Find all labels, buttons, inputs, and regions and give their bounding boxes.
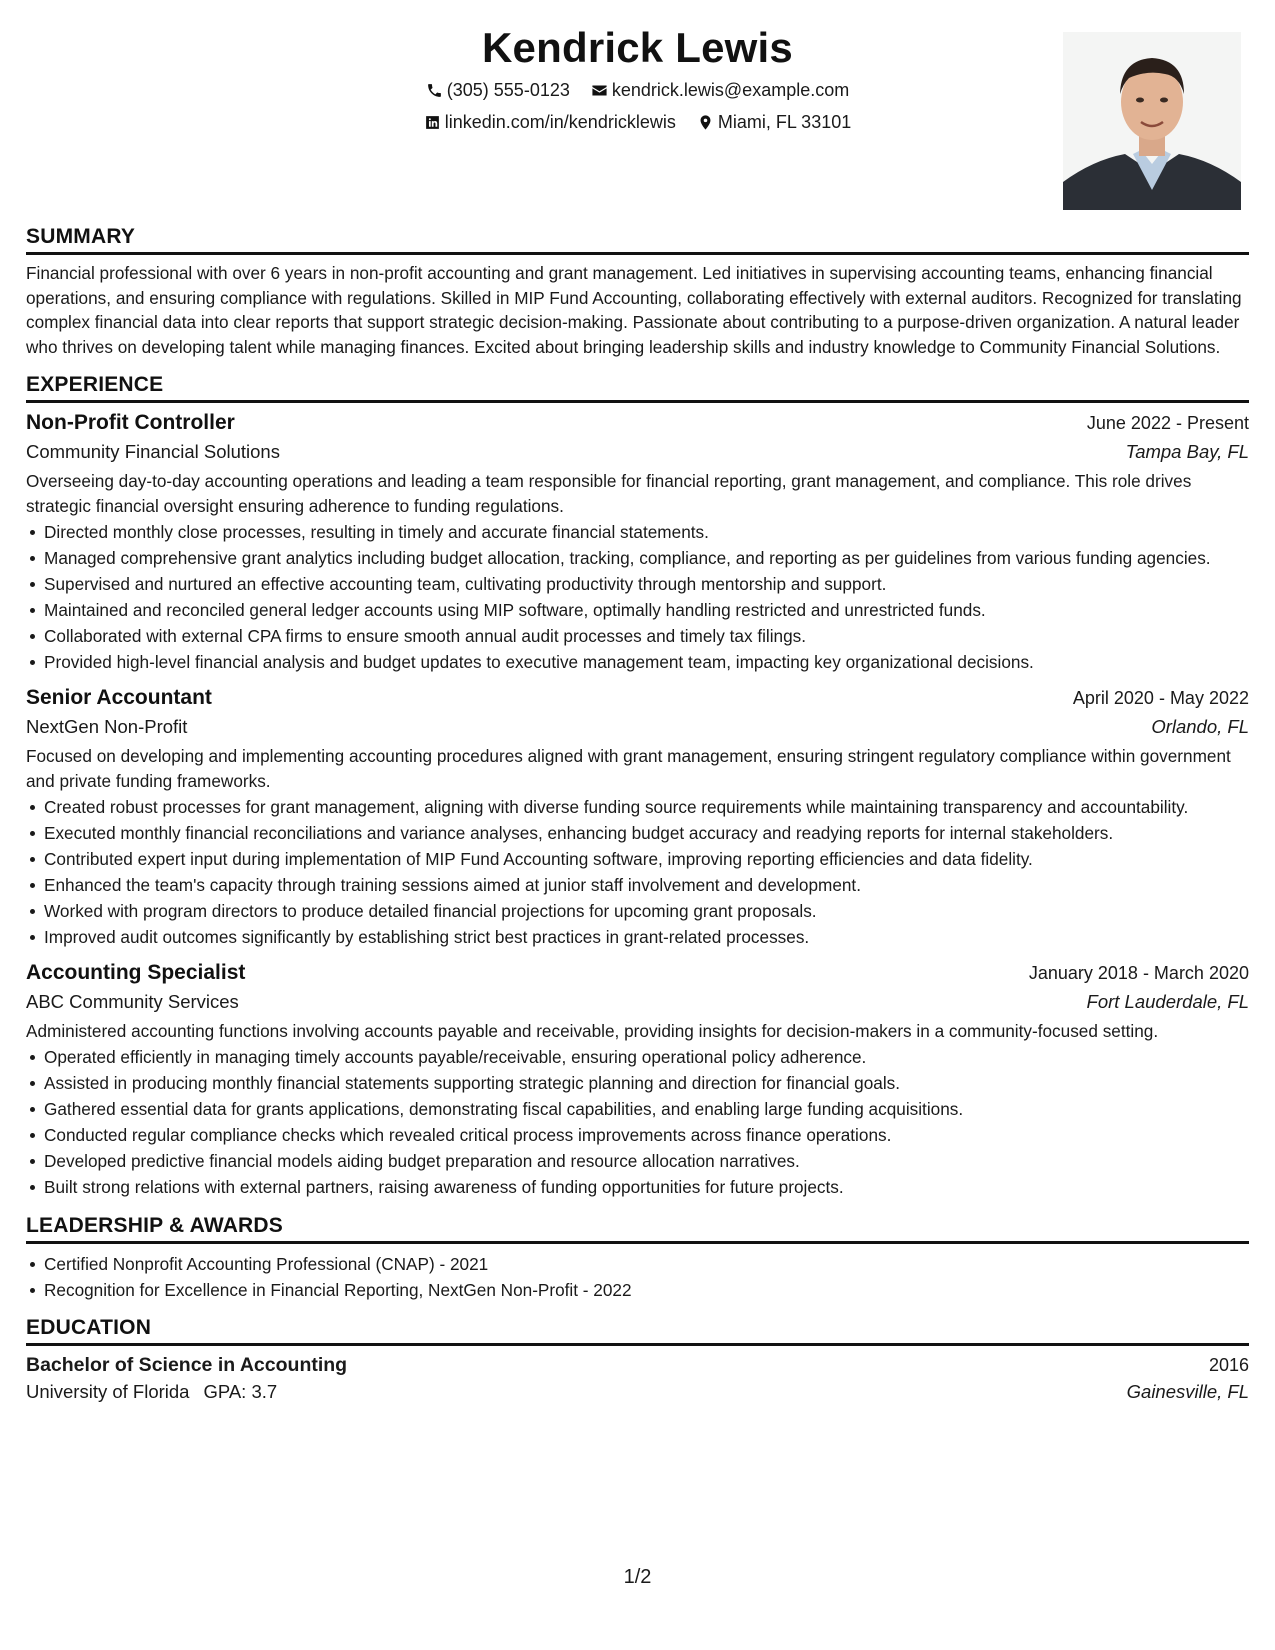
award-item: Recognition for Excellence in Financial Reporting, NextGen Non-Profit - 2022 [44, 1278, 1249, 1303]
school-name: University of Florida [26, 1381, 190, 1402]
education-heading: EDUCATION [26, 1316, 1249, 1346]
job-location: Fort Lauderdale, FL [1086, 991, 1249, 1012]
degree-name: Bachelor of Science in Accounting [26, 1354, 348, 1376]
contact-phone [426, 80, 570, 101]
resume-body [26, 225, 1249, 1403]
experience-section [26, 373, 1249, 1200]
resume-header [26, 20, 1249, 220]
job-bullets [26, 520, 1249, 675]
job-bullets [26, 795, 1249, 950]
job-company: NextGen Non-Profit [26, 716, 188, 737]
bullet-item: Created robust processes for grant management, aligning with diverse funding source requirements while maintaining transparency and accountability. [44, 795, 1249, 820]
bullet-item: Maintained and reconciled general ledger accounts using MIP software, optimally handling restricted and unrestricted funds. [44, 598, 1249, 623]
bullet-item: Conducted regular compliance checks which revealed critical process improvements across finance operations. [44, 1123, 1249, 1148]
education-section [26, 1316, 1249, 1403]
experience-heading: EXPERIENCE [26, 373, 1249, 403]
job-description: Administered accounting functions involving accounts payable and receivable, providing insights for decision-makers in a community-focused setting. [26, 1021, 1159, 1041]
bullet-item: Developed predictive financial models aiding budget preparation and resource allocation narratives. [44, 1149, 1249, 1174]
awards-heading: LEADERSHIP & AWARDS [26, 1214, 1249, 1244]
envelope-icon [591, 82, 608, 99]
job-bullets [26, 1045, 1249, 1200]
job-entry [26, 961, 1249, 1200]
contact-location [697, 112, 851, 133]
phone-text: (305) 555-0123 [446, 80, 570, 100]
bullet-item: Contributed expert input during implementation of MIP Fund Accounting software, improving reporting efficiencies and data fidelity. [44, 847, 1249, 872]
job-title: Senior Accountant [26, 686, 212, 709]
job-title: Accounting Specialist [26, 961, 246, 984]
linkedin-icon [424, 114, 441, 131]
job-dates: January 2018 - March 2020 [1028, 963, 1249, 983]
bullet-item: Assisted in producing monthly financial statements supporting strategic planning and direction for financial goals. [44, 1071, 1249, 1096]
location-text: Miami, FL 33101 [717, 112, 852, 132]
bullet-item: Worked with program directors to produce detailed financial projections for upcoming grant proposals. [44, 899, 1249, 924]
email-text[interactable]: kendrick.lewis@example.com [611, 80, 850, 100]
job-company: Community Financial Solutions [26, 441, 280, 462]
awards-section [26, 1214, 1249, 1303]
contact-linkedin[interactable] [424, 112, 676, 133]
awards-list [26, 1252, 1249, 1303]
job-location: Orlando, FL [1151, 716, 1249, 737]
job-description: Overseeing day-to-day accounting operations and leading a team responsible for financial reporting, grant management, and compliance. This role drives strategic financial oversight ensuring adherence to funding regulations. [26, 471, 1192, 516]
job-entry [26, 411, 1249, 674]
job-company: ABC Community Services [26, 991, 239, 1012]
linkedin-text[interactable]: linkedin.com/in/kendricklewis [444, 112, 676, 132]
contact-email[interactable] [591, 80, 849, 101]
graduation-year: 2016 [1208, 1355, 1249, 1375]
bullet-item: Collaborated with external CPA firms to ensure smooth annual audit processes and timely tax filings. [44, 624, 1249, 649]
job-entry [26, 686, 1249, 949]
school-location: Gainesville, FL [1126, 1381, 1249, 1402]
map-pin-icon [697, 114, 714, 131]
bullet-item: Provided high-level financial analysis and budget updates to executive management team, impacting key organizational decisions. [44, 650, 1249, 675]
page-number: 1/2 [623, 1566, 652, 1588]
bullet-item: Executed monthly financial reconciliations and variance analyses, enhancing budget accuracy and readying reports for internal stakeholders. [44, 821, 1249, 846]
bullet-item: Improved audit outcomes significantly by establishing strict best practices in grant-related processes. [44, 925, 1249, 950]
bullet-item: Built strong relations with external partners, raising awareness of funding opportunities for future projects. [44, 1175, 1249, 1200]
bullet-item: Managed comprehensive grant analytics including budget allocation, tracking, compliance, and reporting as per guidelines from various funding agencies. [44, 546, 1249, 571]
bullet-item: Enhanced the team's capacity through training sessions aimed at junior staff involvement and development. [44, 873, 1249, 898]
bullet-item: Gathered essential data for grants applications, demonstrating fiscal capabilities, and enabling large funding acquisitions. [44, 1097, 1249, 1122]
summary-text: Financial professional with over 6 years in non-profit accounting and grant management. Led initiatives in supervising accounting teams, enhancing financial operations, and ensuring compliance with regulations. Skilled in MIP Fund Accounting, collaborating effectively with external auditors. Recognized for translating complex financial data into clear reports that support strategic decision-making. Passionate about contributing to a purpose-driven organization. A natural leader who thrives on developing talent while managing finances. Excited about bringing leadership skills and industry knowledge to Community Financial Solutions. [26, 263, 1242, 357]
summary-heading: SUMMARY [26, 225, 1249, 255]
phone-icon [426, 82, 443, 99]
job-title: Non-Profit Controller [26, 411, 235, 434]
profile-photo [1063, 32, 1241, 210]
bullet-item: Supervised and nurtured an effective accounting team, cultivating productivity through mentorship and support. [44, 572, 1249, 597]
award-item: Certified Nonprofit Accounting Professional (CNAP) - 2021 [44, 1252, 1249, 1277]
gpa-text: GPA: 3.7 [203, 1381, 278, 1402]
job-description: Focused on developing and implementing accounting procedures aligned with grant management, ensuring stringent regulatory compliance within government and private funding frameworks. [26, 746, 1231, 791]
summary-section [26, 225, 1249, 359]
job-location: Tampa Bay, FL [1125, 441, 1249, 462]
candidate-name: Kendrick Lewis [482, 24, 793, 71]
bullet-item: Operated efficiently in managing timely accounts payable/receivable, ensuring operational policy adherence. [44, 1045, 1249, 1070]
job-dates: April 2020 - May 2022 [1072, 688, 1249, 708]
bullet-item: Directed monthly close processes, resulting in timely and accurate financial statements. [44, 520, 1249, 545]
job-dates: June 2022 - Present [1086, 413, 1249, 433]
resume-page [26, 0, 1249, 1650]
